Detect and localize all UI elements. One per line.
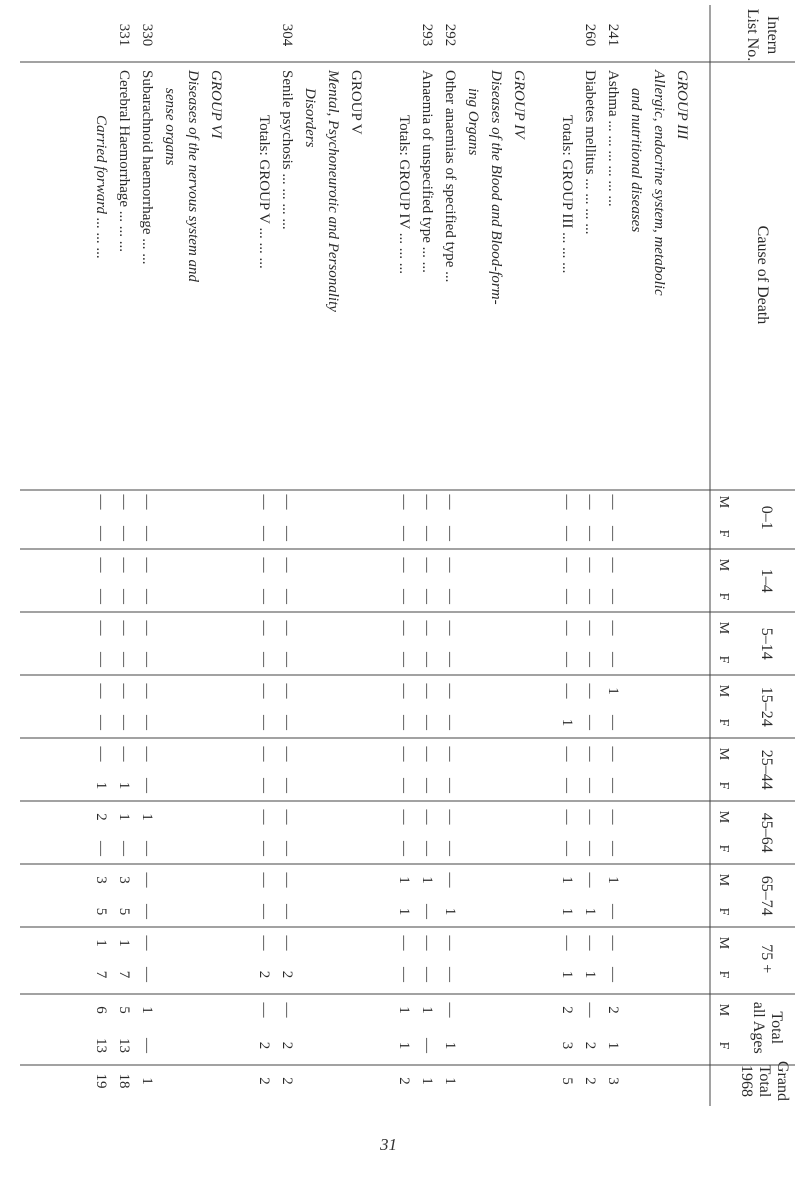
table-cell: 2	[396, 1077, 412, 1085]
table-cell: —	[139, 872, 155, 888]
table-cell: —	[139, 494, 155, 510]
table-cell: —	[605, 809, 621, 825]
table-cell: —	[419, 778, 435, 793]
table-cell: —	[419, 494, 435, 510]
rotated-table	[20, 5, 795, 1106]
table-cell: —	[256, 620, 272, 636]
table-cell: —	[139, 652, 155, 667]
table-cell: —	[116, 589, 132, 604]
table-cell: —	[559, 683, 575, 699]
table-cell: —	[256, 715, 272, 730]
male-subheader: M	[716, 1003, 731, 1017]
table-cell: —	[559, 620, 575, 636]
table-cell: 1	[442, 1077, 458, 1085]
table-cell: —	[559, 809, 575, 825]
table-cell: —	[605, 746, 621, 762]
age-group-header: 15–24	[758, 686, 775, 727]
table-cell: 13	[93, 1038, 109, 1053]
table-cell: —	[419, 746, 435, 762]
table-cell: 5	[116, 1006, 132, 1014]
table-cell: —	[279, 683, 295, 699]
table-cell: —	[93, 526, 109, 541]
age-group-header: 45–64	[758, 812, 775, 853]
cause-label: Diseases of the Blood and Blood-form-	[488, 70, 504, 305]
table-cell: 2	[582, 1041, 598, 1050]
table-cell: —	[419, 526, 435, 541]
table-cell: —	[559, 526, 575, 541]
cause-label: GROUP V	[348, 70, 364, 135]
table-cell: 13	[116, 1038, 132, 1053]
table-cell: —	[93, 746, 109, 762]
table-cell: 1	[559, 970, 575, 979]
table-cell: 1	[559, 907, 575, 916]
table-cell: —	[582, 746, 598, 762]
table-cell: —	[605, 526, 621, 541]
cause-label: sense organs	[162, 88, 178, 166]
table-cell: —	[605, 841, 621, 856]
list-number: 304	[279, 23, 295, 47]
table-cell: —	[256, 809, 272, 825]
table-cell: —	[582, 526, 598, 541]
cause-label: GROUP IV	[511, 70, 527, 139]
table-cell: —	[419, 904, 435, 919]
table-cell: —	[605, 904, 621, 919]
table-cell: —	[419, 620, 435, 636]
table-cell: —	[279, 746, 295, 762]
table-cell: —	[139, 746, 155, 762]
table-cell: 1	[559, 876, 575, 884]
table-cell: —	[256, 494, 272, 510]
table-cell: —	[442, 557, 458, 573]
list-number: 241	[605, 23, 621, 47]
table-cell: —	[256, 872, 272, 888]
all-ages-header: all Ages	[750, 1001, 767, 1054]
table-cell: —	[605, 557, 621, 573]
male-subheader: M	[716, 747, 731, 761]
female-subheader: F	[716, 655, 731, 664]
male-subheader: M	[716, 936, 731, 950]
table-cell: 2	[279, 1041, 295, 1050]
table-cell: —	[396, 809, 412, 825]
female-subheader: F	[716, 718, 731, 727]
table-cell: —	[442, 652, 458, 667]
table-cell: —	[139, 841, 155, 856]
table-cell: —	[396, 841, 412, 856]
table-cell: 2	[582, 1077, 598, 1085]
table-cell: 3	[605, 1077, 621, 1085]
table-cell: —	[256, 778, 272, 793]
table-cell: —	[419, 589, 435, 604]
female-subheader: F	[716, 970, 731, 979]
cause-label: GROUP VI	[208, 70, 224, 139]
table-cell: 5	[93, 907, 109, 916]
table-cell: —	[279, 494, 295, 510]
table-cell: —	[605, 967, 621, 982]
cause-label: Carried forward ... ... ...	[93, 115, 109, 260]
table-cell: —	[93, 841, 109, 856]
table-cell: —	[256, 841, 272, 856]
male-subheader: M	[716, 810, 731, 824]
table-cell: —	[559, 557, 575, 573]
table-cell: —	[396, 620, 412, 636]
cause-label: Mental, Psychoneurotic and Personality	[325, 70, 341, 312]
table-cell: —	[93, 494, 109, 510]
age-group-header: 25–44	[758, 749, 775, 790]
table-cell: —	[419, 1038, 435, 1053]
table-cell: 1	[605, 876, 621, 884]
table-cell: —	[256, 904, 272, 919]
cause-label: Asthma ... ... ... ... ... ...	[605, 70, 621, 207]
list-number: 292	[442, 23, 458, 47]
table-cell: —	[582, 715, 598, 730]
table-cell: —	[442, 1002, 458, 1018]
table-cell: 1	[605, 687, 621, 695]
table-cell: 5	[116, 907, 132, 916]
table-cell: —	[256, 557, 272, 573]
female-subheader: F	[716, 781, 731, 790]
table-cell: 1	[605, 1041, 621, 1050]
table-cell: 2	[256, 1077, 272, 1085]
table-cell: —	[442, 683, 458, 699]
table-cell: 2	[256, 1041, 272, 1050]
table-cell: —	[256, 683, 272, 699]
list-number: 293	[419, 23, 435, 47]
table-cell: 1	[582, 907, 598, 916]
table-cell: 7	[116, 970, 132, 979]
list-number: 331	[116, 23, 132, 47]
age-group-header: 5–14	[758, 627, 775, 660]
table-cell: —	[396, 652, 412, 667]
age-group-header: 75 +	[758, 944, 775, 974]
cause-label: Totals: GROUP V ... ... ...	[256, 115, 272, 269]
table-cell: —	[279, 841, 295, 856]
table-cell: —	[605, 935, 621, 951]
cause-label: Totals: GROUP IV ... ... ...	[396, 115, 412, 274]
table-cell: —	[442, 589, 458, 604]
total-header: Total	[768, 1011, 785, 1045]
table-cell: 1	[139, 813, 155, 821]
age-group-header: 0–1	[758, 505, 775, 530]
table-cell: —	[419, 652, 435, 667]
table-cell: —	[396, 683, 412, 699]
intern-header: Intern	[764, 15, 781, 55]
table-cell: 1	[396, 1041, 412, 1050]
table-cell: 1	[442, 1041, 458, 1050]
list-no-header: List No.	[744, 8, 761, 62]
table-cell: —	[559, 494, 575, 510]
table-cell: —	[396, 557, 412, 573]
table-cell: —	[559, 746, 575, 762]
table-cell: —	[116, 620, 132, 636]
table-cell: —	[116, 841, 132, 856]
cause-label: Other anaemias of specified type ...	[442, 70, 458, 283]
male-subheader: M	[716, 495, 731, 509]
table-cell: 1	[139, 1006, 155, 1014]
table-cell: —	[582, 872, 598, 888]
table-cell: —	[419, 683, 435, 699]
table-cell: 6	[93, 1006, 109, 1014]
table-cell: —	[559, 935, 575, 951]
table-cell: —	[559, 841, 575, 856]
cause-label: Cerebral Haemorrhage ... ... ...	[116, 70, 132, 253]
table-cell: —	[116, 494, 132, 510]
table-cell: —	[442, 526, 458, 541]
table-cell: —	[116, 652, 132, 667]
table-cell: —	[582, 494, 598, 510]
table-cell: —	[442, 494, 458, 510]
table-cell: 2	[605, 1006, 621, 1014]
table-cell: —	[256, 589, 272, 604]
table-cell: —	[139, 683, 155, 699]
list-number: 330	[139, 23, 155, 47]
table-cell: —	[139, 557, 155, 573]
table-cell: 1	[396, 876, 412, 884]
table-cell: —	[139, 1038, 155, 1053]
table-cell: —	[93, 652, 109, 667]
table-cell: —	[582, 652, 598, 667]
age-group-header: 1–4	[758, 568, 775, 593]
table-cell: —	[442, 967, 458, 982]
table-cell: 1	[419, 1077, 435, 1085]
male-subheader: M	[716, 621, 731, 635]
table-cell: 1	[396, 1006, 412, 1014]
table-cell: —	[559, 778, 575, 793]
table-cell: 1	[419, 1006, 435, 1014]
table-cell: —	[116, 683, 132, 699]
table-cell: —	[419, 557, 435, 573]
table-cell: 1	[419, 876, 435, 884]
table-cell: —	[93, 620, 109, 636]
table-cell: 7	[93, 970, 109, 979]
table-cell: 18	[116, 1073, 132, 1089]
table-cell: —	[279, 526, 295, 541]
male-subheader: M	[716, 684, 731, 698]
year-header: 1968	[738, 1065, 755, 1097]
table-cell: —	[396, 746, 412, 762]
cause-label: Anaemia of unspecified type ... ...	[419, 70, 435, 273]
table-cell: —	[256, 652, 272, 667]
table-cell: —	[605, 620, 621, 636]
table-cell: 1	[93, 781, 109, 790]
table-cell: —	[605, 778, 621, 793]
table-cell: —	[582, 683, 598, 699]
table-cell: —	[93, 589, 109, 604]
table-cell: 2	[559, 1006, 575, 1014]
table-cell: —	[396, 494, 412, 510]
table-cell: —	[93, 683, 109, 699]
table-cell: —	[139, 589, 155, 604]
table-cell: —	[116, 715, 132, 730]
cause-label: Diabetes mellitus ... ... ... ...	[582, 70, 598, 235]
cause-label: Allergic, endocrine system, metabolic	[651, 70, 667, 296]
table-cell: —	[582, 841, 598, 856]
table-cell: 1	[116, 813, 132, 821]
table-cell: —	[279, 778, 295, 793]
table-cell: —	[279, 715, 295, 730]
table-cell: —	[396, 778, 412, 793]
table-cell: —	[93, 715, 109, 730]
cause-label: Disorders	[302, 88, 318, 148]
cause-label: GROUP III	[674, 70, 690, 140]
cause-label: Diseases of the nervous system and	[185, 70, 201, 283]
list-number: 260	[582, 23, 598, 47]
table-cell: —	[116, 746, 132, 762]
table-cell: —	[442, 746, 458, 762]
table-cell: 2	[93, 813, 109, 821]
table-cell: —	[605, 589, 621, 604]
table-cell: —	[139, 904, 155, 919]
table-cell: —	[605, 715, 621, 730]
table-cell: —	[582, 589, 598, 604]
cause-label: Totals: GROUP III ... ... ...	[559, 115, 575, 274]
table-cell: 1	[93, 939, 109, 947]
female-subheader: F	[716, 592, 731, 601]
table-cell: —	[279, 1002, 295, 1018]
table-cell: 3	[93, 876, 109, 884]
table-cell: —	[139, 778, 155, 793]
table-cell: —	[442, 841, 458, 856]
table-cell: —	[279, 620, 295, 636]
table-cell: —	[279, 589, 295, 604]
table-cell: 1	[139, 1077, 155, 1085]
table-cell: —	[139, 715, 155, 730]
table-cell: —	[582, 778, 598, 793]
cause-label: Subarachnoid haemorrhage ... ...	[139, 70, 155, 265]
table-cell: —	[605, 494, 621, 510]
cause-header: Cause of Death	[754, 225, 771, 325]
table-cell: —	[116, 526, 132, 541]
age-group-header: 65–74	[758, 875, 775, 916]
table-cell: —	[582, 620, 598, 636]
table-cell: —	[559, 652, 575, 667]
page-number: 31	[380, 1135, 397, 1154]
female-subheader: F	[716, 1041, 731, 1050]
grand-total-header: Grand	[774, 1061, 791, 1101]
table-cell: —	[419, 967, 435, 982]
table-cell: —	[279, 652, 295, 667]
female-subheader: F	[716, 844, 731, 853]
table-cell: —	[139, 620, 155, 636]
table-cell: —	[256, 746, 272, 762]
male-subheader: M	[716, 873, 731, 887]
table-cell: —	[442, 809, 458, 825]
table-cell: —	[582, 809, 598, 825]
table-cell: 1	[442, 907, 458, 916]
table-cell: 1	[116, 781, 132, 790]
table-cell: 1	[116, 939, 132, 947]
table-cell: —	[442, 620, 458, 636]
table-cell: —	[256, 526, 272, 541]
table-cell: —	[93, 557, 109, 573]
table-cell: —	[396, 589, 412, 604]
table-cell: —	[419, 715, 435, 730]
table-cell: 1	[559, 718, 575, 727]
grand-total-header: Total	[756, 1064, 773, 1098]
table-cell: —	[442, 715, 458, 730]
table-cell: 3	[116, 876, 132, 884]
table-cell: —	[559, 589, 575, 604]
table-cell: —	[419, 935, 435, 951]
table-cell: —	[605, 652, 621, 667]
table-cell: —	[256, 1002, 272, 1018]
table-cell: —	[279, 872, 295, 888]
table-cell: —	[396, 967, 412, 982]
table-cell: —	[396, 935, 412, 951]
table-cell: —	[279, 904, 295, 919]
table-cell: —	[139, 526, 155, 541]
table-cell: 2	[279, 970, 295, 979]
table-cell: —	[279, 557, 295, 573]
table-cell: —	[116, 557, 132, 573]
table-cell: —	[419, 809, 435, 825]
table-cell: —	[419, 841, 435, 856]
table-cell: —	[396, 715, 412, 730]
table-cell: —	[279, 809, 295, 825]
female-subheader: F	[716, 907, 731, 916]
table-cell: —	[139, 967, 155, 982]
table-cell: —	[442, 872, 458, 888]
cause-label: ing Organs	[465, 88, 481, 156]
table-cell: 19	[93, 1073, 109, 1089]
table-cell: —	[582, 1002, 598, 1018]
table-cell: 1	[582, 970, 598, 979]
table-cell: —	[442, 935, 458, 951]
table-cell: —	[396, 526, 412, 541]
cause-label: and nutritional diseases	[628, 88, 644, 233]
table-cell: —	[582, 935, 598, 951]
table-cell: 2	[279, 1077, 295, 1085]
table-cell: 5	[559, 1077, 575, 1085]
table-cell: 1	[396, 907, 412, 916]
table-cell: —	[279, 935, 295, 951]
cause-label: Senile psychosis ... ... ... ...	[279, 70, 295, 230]
table-cell: —	[582, 557, 598, 573]
table-cell: 3	[559, 1041, 575, 1050]
female-subheader: F	[716, 529, 731, 538]
table-cell: —	[442, 778, 458, 793]
table-cell: —	[139, 935, 155, 951]
table-cell: 2	[256, 970, 272, 979]
male-subheader: M	[716, 558, 731, 572]
table-cell: —	[256, 935, 272, 951]
